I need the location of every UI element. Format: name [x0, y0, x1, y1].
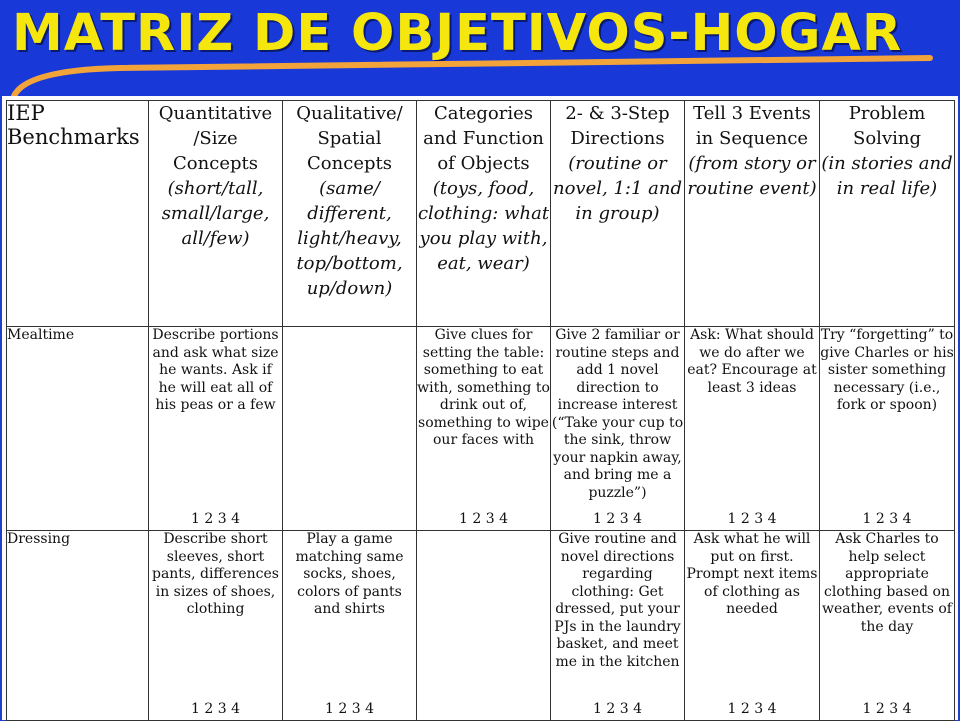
column-title: Tell 3 Events in Sequence	[693, 103, 811, 149]
table-cell	[283, 327, 417, 531]
cell-text: Try “forgetting” to give Charles or his sister something necessary (i.e., fork or spoon)	[820, 327, 954, 413]
score-scale: 1 2 3 4	[593, 510, 642, 527]
row-label: Dressing	[7, 531, 149, 721]
column-subtitle: (short/tall, small/large, all/few)	[161, 178, 270, 249]
table-row	[7, 327, 955, 531]
score-scale: 1 2 3 4	[191, 510, 240, 527]
table-cell	[149, 531, 283, 721]
cell-text: Give clues for setting the table: something to eat with, something to drink out of, something to wipe our faces with	[417, 327, 550, 448]
table-cell	[551, 327, 685, 531]
score-scale: 1 2 3 4	[862, 700, 912, 717]
table-cell	[685, 531, 820, 721]
cell-text: Describe short sleeves, short pants, differences in sizes of shoes, clothing	[151, 531, 279, 617]
column-header	[283, 101, 417, 327]
column-title: Qualitative/ Spatial Concepts	[296, 103, 403, 174]
score-scale: 1 2 3 4	[727, 510, 777, 527]
column-subtitle: (from story or routine event)	[687, 153, 817, 199]
title-swoosh	[0, 0, 960, 100]
column-header	[149, 101, 283, 327]
cell-text: Give routine and novel directions regarding clothing: Get dressed, put your PJs in the laundry basket, and meet me in the kitchen	[554, 531, 681, 670]
column-subtitle: (routine or novel, 1:1 and in group)	[553, 153, 682, 224]
column-subtitle: (same/ different, light/heavy, top/bottom, up/down)	[296, 178, 403, 299]
corner-label: IEP Benchmarks	[7, 101, 149, 327]
score-scale: 1 2 3 4	[325, 700, 374, 717]
score-scale: 1 2 3 4	[862, 510, 912, 527]
cell-text: Describe portions and ask what size he wants. Ask if he will eat all of his peas or a few	[152, 327, 279, 413]
column-title: Problem Solving	[848, 103, 926, 149]
score-scale: 1 2 3 4	[727, 700, 777, 717]
table-cell	[417, 531, 551, 721]
column-title: Quantitative /Size Concepts	[158, 103, 273, 174]
column-header	[820, 101, 955, 327]
table-row	[7, 531, 955, 721]
column-title: 2- & 3-Step Directions	[565, 103, 670, 149]
table-cell	[283, 531, 417, 721]
slide-title: MATRIZ DE OBJETIVOS-HOGAR	[12, 4, 903, 63]
column-header	[417, 101, 551, 327]
score-scale: 1 2 3 4	[593, 700, 642, 717]
column-title: Categories and Function of Objects	[423, 103, 544, 174]
score-scale: 1 2 3 4	[191, 700, 240, 717]
row-label: Mealtime	[7, 327, 149, 531]
cell-text: Ask what he will put on first. Prompt next items of clothing as needed	[686, 531, 818, 617]
score-scale: 1 2 3 4	[459, 510, 508, 527]
table-cell	[417, 327, 551, 531]
cell-text: Ask Charles to help select appropriate clothing based on weather, events of the day	[822, 531, 952, 635]
table-cell	[820, 327, 955, 531]
table-cell	[820, 531, 955, 721]
cell-text: Play a game matching same socks, shoes, colors of pants and shirts	[295, 531, 404, 617]
column-header	[685, 101, 820, 327]
table-cell	[685, 327, 820, 531]
cell-text: Ask: What should we do after we eat? Encourage at least 3 ideas	[687, 327, 817, 396]
matrix-document	[2, 96, 958, 720]
table-cell	[149, 327, 283, 531]
table-cell	[551, 531, 685, 721]
column-header	[551, 101, 685, 327]
column-subtitle: (in stories and in real life)	[821, 153, 953, 199]
header-row	[7, 101, 955, 327]
column-subtitle: (toys, food, clothing: what you play with, eat, wear)	[417, 178, 550, 274]
cell-text: Give 2 familiar or routine steps and add 1 novel direction to increase interest (“Take your cup to the sink, throw your napkin away, and bring me a puzzle”)	[551, 327, 684, 501]
objectives-matrix	[6, 100, 955, 721]
